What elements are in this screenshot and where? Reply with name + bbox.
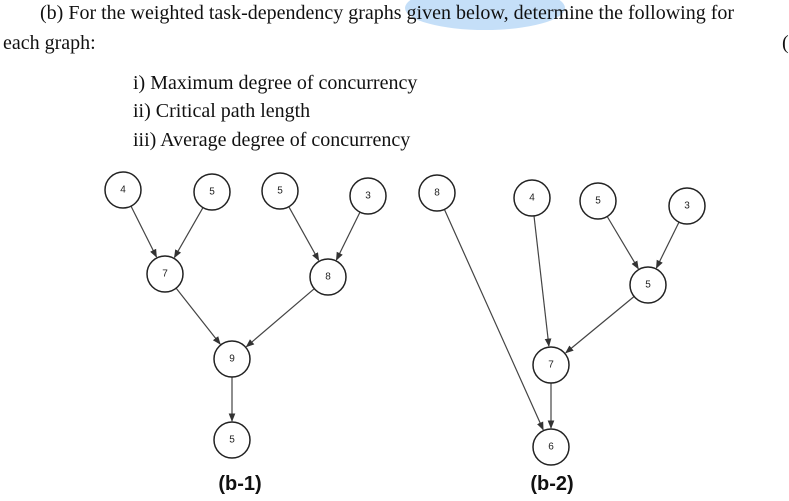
task-node-b2-s	[669, 188, 705, 224]
task-node-b1-c	[262, 173, 298, 209]
task-weight-label: 3	[684, 200, 690, 212]
nodes-layer	[105, 172, 705, 465]
question-line-1: (b) For the weighted task-dependency graphs given below, determine the following for	[40, 2, 735, 24]
task-weight-label: 3	[365, 190, 371, 202]
edge-b1-b-e	[174, 208, 203, 258]
task-weight-label: 7	[162, 268, 168, 280]
list-item-max-concurrency: i) Maximum degree of concurrency	[133, 72, 418, 94]
task-node-b1-d	[350, 178, 386, 214]
edge-b1-d-f	[336, 212, 360, 260]
task-weight-label: 5	[595, 195, 601, 207]
list-item-avg-concurrency: iii) Average degree of concurrency	[133, 129, 411, 151]
task-weight-label: 6	[548, 441, 554, 453]
task-node-b2-r	[580, 183, 616, 219]
task-weight-label: 5	[645, 279, 651, 291]
task-node-b2-q	[514, 180, 550, 216]
edges-layer	[131, 206, 679, 430]
task-weight-label: 8	[434, 187, 440, 199]
task-weight-label: 5	[277, 185, 283, 197]
list-item-critical-path: ii) Critical path length	[133, 100, 311, 122]
task-node-b1-b	[194, 174, 230, 210]
edge-b2-q-u	[534, 216, 549, 346]
task-node-b2-u	[533, 347, 569, 383]
task-node-b2-v	[533, 429, 569, 465]
task-node-b1-e	[147, 256, 183, 292]
edge-b2-t-u	[566, 297, 634, 353]
edge-b2-r-t	[607, 217, 638, 269]
task-weight-label: 8	[325, 271, 331, 283]
task-node-b1-f	[310, 259, 346, 295]
task-weight-label: 5	[209, 186, 215, 198]
edge-b2-s-t	[656, 222, 679, 268]
edge-b2-p-v	[444, 209, 543, 429]
edge-b1-c-f	[289, 207, 319, 261]
task-node-b2-t	[630, 267, 666, 303]
task-node-b2-p	[419, 175, 455, 211]
task-weight-label: 9	[229, 353, 235, 365]
task-node-b1-a	[105, 172, 141, 208]
edge-b1-a-e	[131, 206, 157, 257]
task-weight-label: 4	[120, 184, 126, 196]
edge-b1-f-g	[246, 289, 314, 347]
caption-b1: (b-1)	[218, 473, 262, 495]
question-line-2: each graph:	[3, 32, 96, 54]
edge-b1-e-g	[176, 288, 220, 344]
task-node-b1-h	[214, 422, 250, 458]
task-weight-label: 5	[229, 434, 235, 446]
task-weight-label: 7	[548, 359, 554, 371]
caption-b2: (b-2)	[530, 473, 574, 495]
task-node-b1-g	[214, 341, 250, 377]
marks-fragment: (	[782, 32, 789, 54]
task-weight-label: 4	[529, 192, 535, 204]
